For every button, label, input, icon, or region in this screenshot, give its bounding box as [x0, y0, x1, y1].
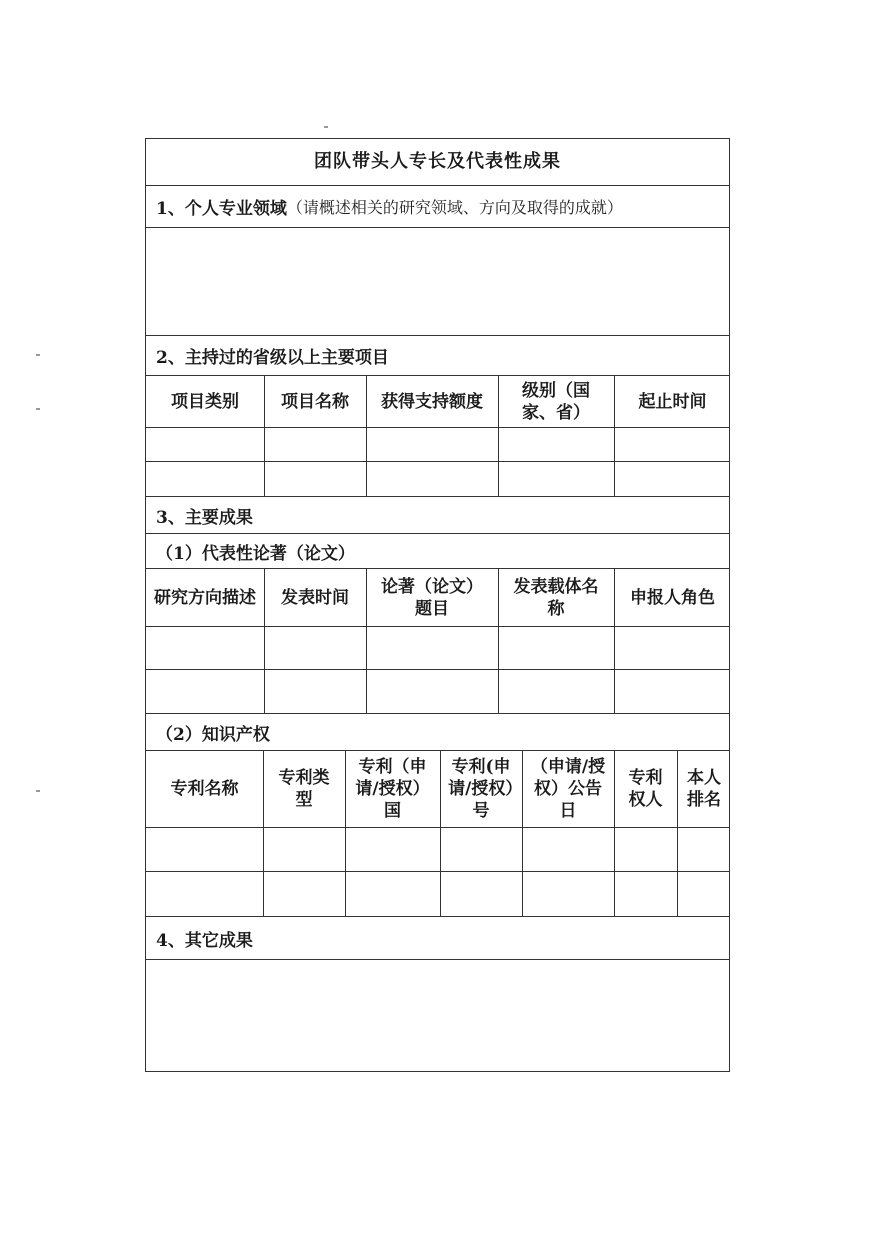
- publications-header-role: 申报人角色: [630, 587, 715, 608]
- section2-label: 2、主持过的省级以上主要项目: [156, 348, 389, 368]
- section1-heading: [156, 186, 623, 227]
- table-row: [146, 828, 729, 872]
- ip-label: （2）知识产权: [156, 724, 270, 745]
- projects-header-name: 项目名称: [281, 391, 349, 412]
- table-row: [146, 872, 729, 917]
- ip-header-number: 专利(申请/授权）号: [448, 757, 514, 821]
- publications-header-row: [146, 569, 729, 627]
- publications-header-direction: 研究方向描述: [154, 587, 256, 608]
- publications-header-title: 论著（论文）题目: [381, 576, 483, 619]
- publications-header-venue: 发表载体名称: [513, 576, 599, 619]
- publications-label: （1）代表性论著（论文）: [156, 543, 355, 564]
- scan-speck: [36, 408, 40, 410]
- scan-speck: [324, 126, 328, 128]
- table-row: [146, 670, 729, 714]
- ip-header-announce-date: （申请/授权）公告日: [530, 757, 606, 821]
- ip-header-country: 专利（申请/授权）国: [355, 757, 430, 821]
- section3-label-row: [146, 497, 729, 534]
- section1-note: （请概述相关的研究领域、方向及取得的成就）: [286, 198, 623, 217]
- section4-label-row: [146, 917, 729, 960]
- projects-header-level: 级别（国家、省）: [522, 380, 590, 423]
- ip-header-row: [146, 751, 729, 828]
- section4-label: 4、其它成果: [156, 930, 253, 951]
- section1-label-row: [146, 186, 729, 228]
- ip-header-patent-type: 专利类型: [278, 768, 330, 810]
- section4-content-field[interactable]: [146, 960, 729, 1070]
- ip-label-row: [146, 714, 729, 751]
- projects-header-period: 起止时间: [638, 391, 707, 412]
- scan-speck: [36, 354, 40, 356]
- projects-header-funding: 获得支持额度: [381, 391, 483, 412]
- projects-header-row: [146, 376, 729, 428]
- table-row: [146, 428, 729, 462]
- section1-content-field[interactable]: [146, 228, 729, 336]
- table-row: [146, 627, 729, 670]
- section3-label: 3、主要成果: [156, 507, 253, 528]
- form-title-row: [146, 139, 729, 186]
- achievements-form: [145, 138, 730, 1072]
- scan-speck: [36, 790, 40, 792]
- ip-header-holder: 专利权人: [628, 768, 663, 810]
- projects-header-category: 项目类别: [171, 391, 239, 412]
- section1-label: 1、个人专业领域: [156, 199, 287, 219]
- section2-label-row: [146, 336, 729, 376]
- publications-label-row: [146, 534, 729, 569]
- ip-header-patent-name: 专利名称: [170, 779, 239, 799]
- publications-header-date: 发表时间: [281, 587, 349, 608]
- form-title: 团队带头人专长及代表性成果: [314, 151, 561, 172]
- ip-header-rank: 本人排名: [687, 768, 721, 810]
- table-row: [146, 462, 729, 497]
